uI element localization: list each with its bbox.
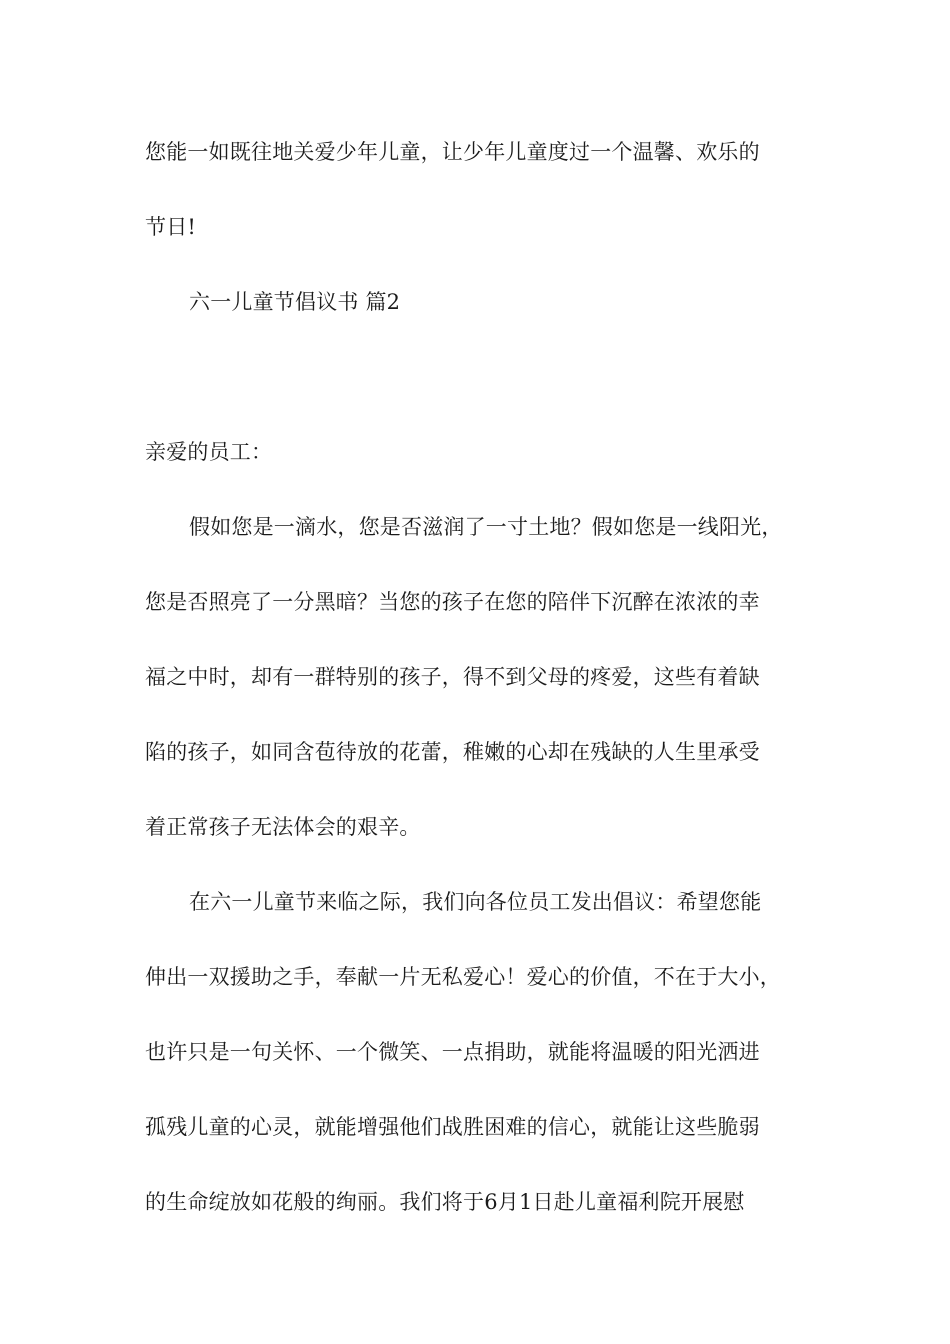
paragraph-line: 着正常孩子无法体会的艰辛。 [145, 815, 421, 839]
salutation: 亲爱的员工： [145, 440, 273, 464]
paragraph-line: 假如您是一滴水，您是否滋润了一寸土地？假如您是一线阳光， [189, 515, 783, 539]
paragraph-line: 节日! [145, 215, 197, 239]
paragraph-line: 孤残儿童的心灵，就能增强他们战胜困难的信心，就能让这些脆弱 [145, 1115, 760, 1139]
paragraph-line: 在六一儿童节来临之际，我们向各位员工发出倡议：希望您能 [189, 890, 762, 914]
paragraph-line: 福之中时，却有一群特别的孩子，得不到父母的疼爱，这些有着缺 [145, 665, 760, 689]
paragraph-line: 的生命绽放如花般的绚丽。我们将于6月1日赴儿童福利院开展慰 [145, 1190, 745, 1214]
paragraph-line: 也许只是一句关怀、一个微笑、一点捐助，就能将温暖的阳光洒进 [145, 1040, 760, 1064]
paragraph-line: 您是否照亮了一分黑暗？当您的孩子在您的陪伴下沉醉在浓浓的幸 [145, 590, 760, 614]
paragraph-line: 伸出一双援助之手，奉献一片无私爱心！爱心的价值，不在于大小， [145, 965, 781, 989]
paragraph-line: 您能一如既往地关爱少年儿童，让少年儿童度过一个温馨、欢乐的 [145, 140, 760, 164]
section-heading: 六一儿童节倡议书 篇2 [189, 290, 401, 314]
paragraph-line: 陷的孩子，如同含苞待放的花蕾，稚嫩的心却在残缺的人生里承受 [145, 740, 760, 764]
